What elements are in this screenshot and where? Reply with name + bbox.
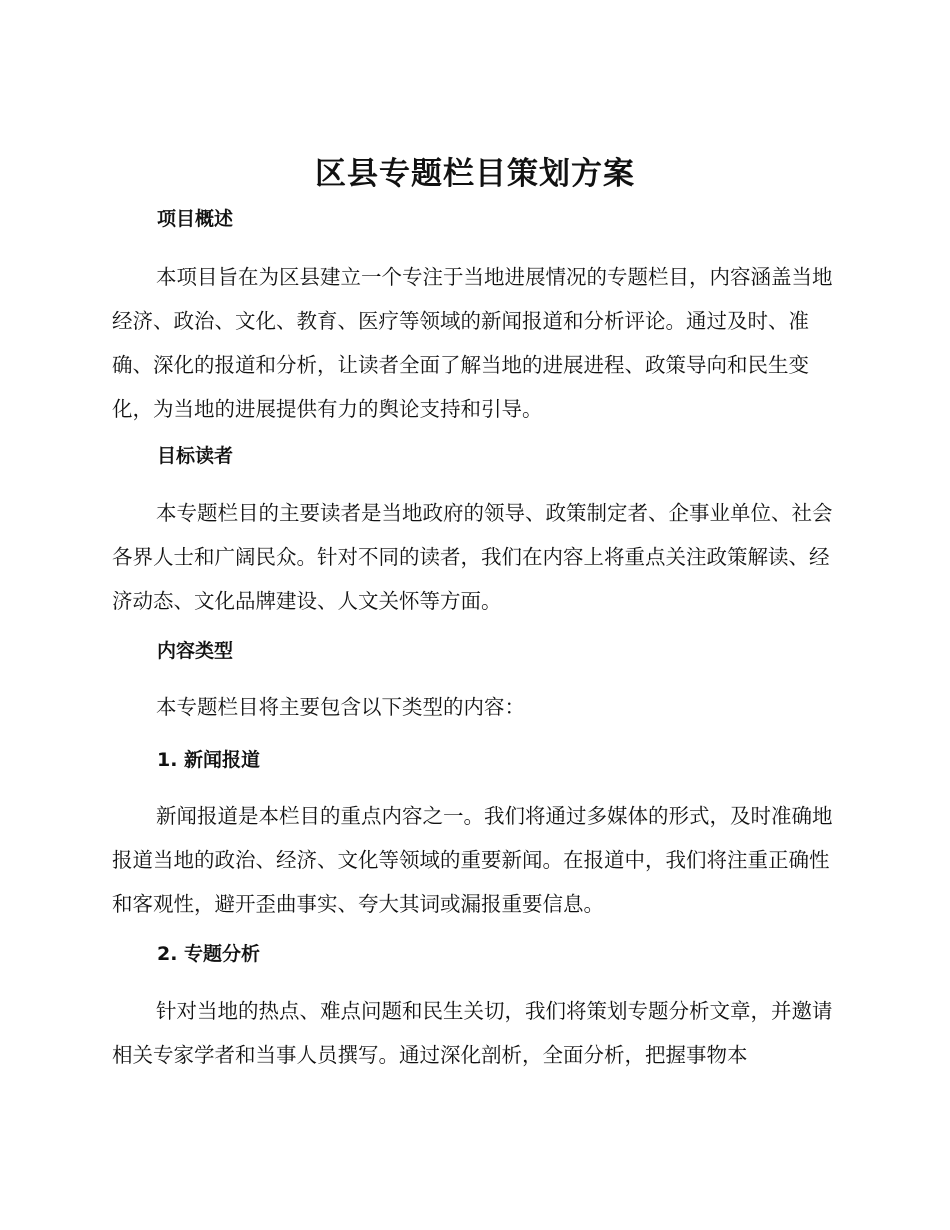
section-heading-content-types: 内容类型 xyxy=(157,640,234,662)
section-paragraph-overview: 本项目旨在为区县建立一个专注于当地进展情况的专题栏目，内容涵盖当地经济、政治、文化、教育、医疗等领域的新闻报道和分析评论。通过及时、准确、深化的报道和分析，让读者全面了解当地的进展进程、政策导向和民生变化，为当地的进展提供有力的舆论支持和引导。 xyxy=(112,265,833,421)
section-paragraph-target-readers: 本专题栏目的主要读者是当地政府的领导、政策制定者、企事业单位、社会各界人士和广阔民众。针对不同的读者，我们在内容上将重点关注政策解读、经济动态、文化品牌建设、人文关怀等方面。 xyxy=(112,501,833,613)
section-heading-target-readers: 目标读者 xyxy=(157,445,234,467)
section-paragraph-news-reports: 新闻报道是本栏目的重点内容之一。我们将通过多媒体的形式，及时准确地报道当地的政治、经济、文化等领域的重要新闻。在报道中，我们将注重正确性和客观性，避开歪曲事实、夸大其词或漏报重要信息。 xyxy=(112,804,833,916)
section-heading-special-analysis: 2. 专题分析 xyxy=(157,943,261,965)
section-paragraph-content-types: 本专题栏目将主要包含以下类型的内容： xyxy=(156,695,525,719)
document-title: 区县专题栏目策划方案 xyxy=(315,156,635,192)
section-paragraph-special-analysis: 针对当地的热点、难点问题和民生关切，我们将策划专题分析文章，并邀请相关专家学者和当事人员撰写。通过深化剖析，全面分析，把握事物本 xyxy=(112,999,833,1067)
section-heading-overview: 项目概述 xyxy=(157,208,234,230)
section-heading-news-reports: 1. 新闻报道 xyxy=(157,749,261,771)
